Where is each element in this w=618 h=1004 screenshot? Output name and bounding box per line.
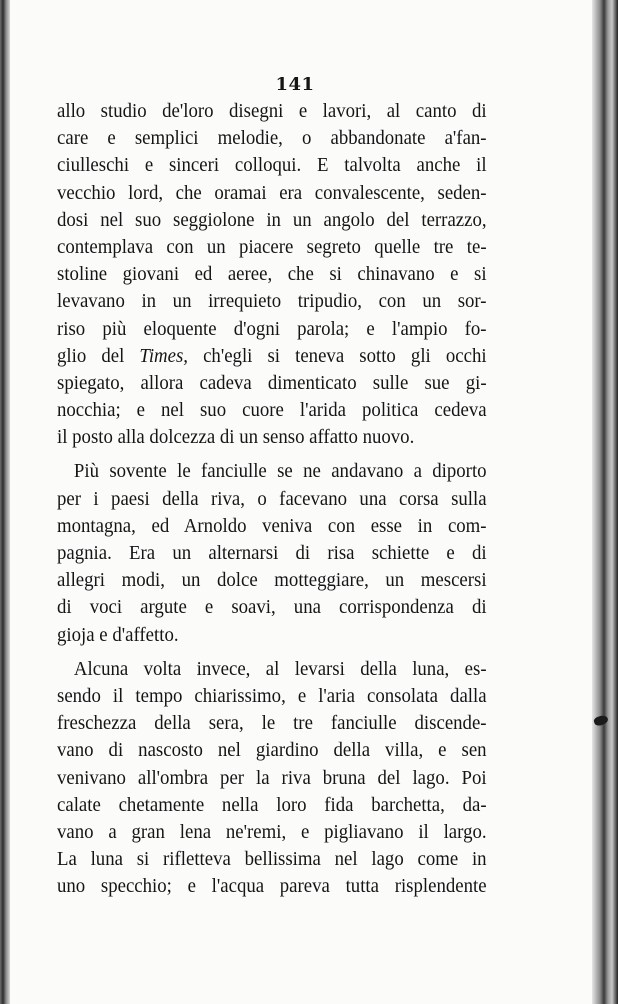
page-left-edge <box>0 0 10 1004</box>
text-line-18: allegri modi, un dolce motteggiare, un mescersi <box>57 569 487 592</box>
text-line-21: Alcuna volta invece, al levarsi della luna, es- <box>73 657 487 680</box>
text-line-10-end: ch'egli si teneva sotto gli occhi <box>187 344 487 367</box>
text-line-8: levavano in un irrequieto tripudio, con un sor- <box>57 290 487 313</box>
text-line-2: care e semplici melodie, o abbandonate a'fan- <box>57 127 487 150</box>
text-line-20: gioja e d'affetto. <box>57 623 179 646</box>
text-line-11: spiegato, allora cadeva dimenticato sulle sue gi- <box>57 371 487 394</box>
text-line-13: il posto alla dolcezza di un senso affatto nuovo. <box>57 426 415 449</box>
body-text <box>57 98 487 900</box>
text-line-10-start: glio del <box>57 344 140 367</box>
page-right-edge <box>592 0 618 1004</box>
text-line-1: allo studio de'loro disegni e lavori, al canto di <box>57 100 487 122</box>
text-line-9: riso più eloquente d'ogni parola; e l'ampio fo- <box>57 317 487 340</box>
text-line-15: per i paesi della riva, o facevano una corsa sulla <box>57 487 487 510</box>
text-line-5: dosi nel suo seggiolone in un angolo del terrazzo, <box>57 208 487 231</box>
text-line-23: freschezza della sera, le tre fanciulle discende- <box>57 712 487 735</box>
text-line-24: vano di nascosto nel giardino della villa, e sen <box>57 739 487 762</box>
text-line-22: sendo il tempo chiarissimo, e l'aria consolata dalla <box>57 684 487 707</box>
text-line-12: nocchia; e nel suo cuore l'arida politica cedeva <box>57 399 487 422</box>
text-line-10 <box>57 343 487 370</box>
text-line-4: vecchio lord, che oramai era convalescente, seden- <box>57 181 487 204</box>
text-line-26: calate chetamente nella loro fida barchetta, da- <box>57 793 487 816</box>
text-line-29: uno specchio; e l'acqua pareva tutta risplendente <box>57 875 487 898</box>
text-line-19: di voci argute e soavi, una corrispondenza di <box>57 596 487 619</box>
text-line-6: contemplava con un piacere segreto quelle tre te- <box>57 235 487 258</box>
text-line-7: stoline giovani ed aeree, che si chinavano e si <box>57 263 487 286</box>
text-line-16: montagna, ed Arnoldo veniva con esse in com- <box>57 514 487 537</box>
text-line-14: Più sovente le fanciulle se ne andavano a diporto <box>73 460 487 483</box>
text-line-3: ciulleschi e sinceri colloqui. E talvolta anche il <box>57 154 487 177</box>
text-line-17: pagnia. Era un alternarsi di risa schiette e di <box>57 542 487 564</box>
page-number: 141 <box>275 74 315 95</box>
text-line-28: La luna si rifletteva bellissima nel lago come in <box>57 848 487 871</box>
text-line-27: vano a gran lena ne'remi, e pigliavano il largo. <box>57 820 487 843</box>
text-line-25: venivano all'ombra per la riva bruna del lago. Poi <box>57 766 487 789</box>
newspaper-title: Times, <box>139 344 188 367</box>
